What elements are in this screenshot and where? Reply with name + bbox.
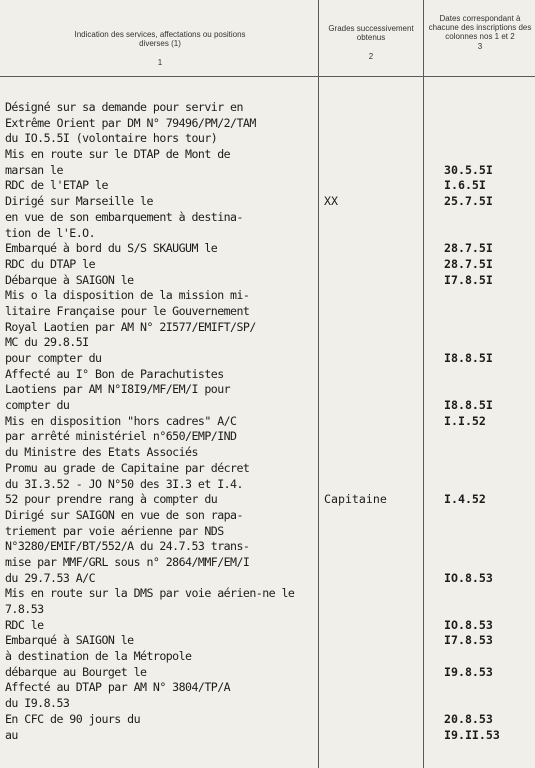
record-row xyxy=(0,304,535,320)
record-row xyxy=(0,241,535,257)
column-header-grades xyxy=(328,24,414,61)
entry-text: du IO.5.5I (volontaire hors tour) xyxy=(5,131,218,146)
entry-date: I8.8.5I xyxy=(444,398,493,413)
record-row xyxy=(0,257,535,273)
entry-text: En CFC de 90 jours du xyxy=(5,711,141,726)
entry-date: I9.8.53 xyxy=(444,664,493,679)
entry-date: I8.8.5I xyxy=(444,351,493,365)
record-row xyxy=(0,524,535,540)
entry-text: par arrêté ministériel n°650/EMP/IND xyxy=(5,429,237,444)
record-row xyxy=(0,226,535,242)
entry-text: Débarque à SAIGON le xyxy=(5,272,134,287)
entry-text: Embarqué à SAIGON le xyxy=(5,633,134,648)
entry-text: Mis o la disposition de la mission mi- xyxy=(5,288,250,303)
entry-text: Mis en disposition "hors cadres" A/C xyxy=(5,413,237,428)
entry-date: 20.8.53 xyxy=(444,711,493,726)
entry-date: 30.5.5I xyxy=(444,162,493,177)
record-row xyxy=(0,618,535,634)
entry-date: I9.II.53 xyxy=(444,727,500,742)
record-row xyxy=(0,414,535,430)
column-header-grades-title: Grades successivement obtenus xyxy=(328,24,414,42)
record-row xyxy=(0,539,535,555)
record-row xyxy=(0,273,535,289)
entry-text: RDC le xyxy=(5,617,44,632)
record-row xyxy=(0,492,535,508)
record-row xyxy=(0,680,535,696)
record-row xyxy=(0,555,535,571)
entry-text: triement par voie aérienne par NDS xyxy=(5,523,224,538)
record-row xyxy=(0,728,535,744)
entry-date: 28.7.5I xyxy=(444,241,493,256)
record-row xyxy=(0,633,535,649)
entry-text: en vue de son embarquement à destina- xyxy=(5,209,243,224)
entry-text: mise par MMF/GRL sous n° 2864/MMF/EM/I xyxy=(5,554,250,569)
entry-date: I.I.52 xyxy=(444,413,486,428)
entry-text: Royal Laotien par AM N° 2I577/EMIFT/SP/ xyxy=(5,319,256,334)
record-row xyxy=(0,429,535,445)
column-header-services-title: Indication des services, affectations ou positions diverses (1) xyxy=(74,30,246,48)
entry-text: 52 pour prendre rang à compter du xyxy=(5,492,218,507)
record-row xyxy=(0,335,535,351)
record-row xyxy=(0,602,535,618)
record-row xyxy=(0,477,535,493)
entry-text: 7.8.53 xyxy=(5,602,44,616)
record-row xyxy=(0,210,535,226)
record-row xyxy=(0,445,535,461)
entry-date: I7.8.53 xyxy=(444,633,493,648)
entry-text: RDC du DTAP le xyxy=(5,256,96,271)
entry-text: Mis en route sur le DTAP de Mont de xyxy=(5,147,231,162)
entry-grade: XX xyxy=(324,194,338,209)
record-row xyxy=(0,696,535,712)
entry-text: marsan le xyxy=(5,162,63,177)
entry-text: Promu au grade de Capitaine par décret xyxy=(5,460,250,475)
record-row xyxy=(0,178,535,194)
record-row xyxy=(0,382,535,398)
entry-text: RDC de l'ETAP le xyxy=(5,178,108,193)
record-row xyxy=(0,163,535,179)
entry-date: I.6.5I xyxy=(444,178,486,193)
entry-text: Extrême Orient par DM N° 79496/PM/2/TAM xyxy=(5,115,256,130)
column-header-dates-title: Dates correspondant à chacune des inscriptions des colonnes nos 1 et 2 xyxy=(428,14,532,41)
column-number-3: 3 xyxy=(477,42,483,51)
record-row xyxy=(0,665,535,681)
entry-text: Laotiens par AM N°I8I9/MF/EM/I pour xyxy=(5,382,231,397)
entry-text: N°3280/EMIF/BT/552/A du 24.7.53 trans- xyxy=(5,539,250,554)
header-bottom-rule xyxy=(0,76,535,77)
record-row xyxy=(0,586,535,602)
entry-text: Mis en route sur la DMS par voie aérien-ne le xyxy=(5,586,295,601)
entry-text: du Ministre des Etats Associés xyxy=(5,445,198,460)
entry-text: Embarqué à bord du S/S SKAUGUM le xyxy=(5,241,218,256)
entry-text: du 29.7.53 A/C xyxy=(5,570,96,585)
entry-text: MC du 29.8.5I xyxy=(5,335,89,350)
entry-grade: Capitaine xyxy=(324,492,387,507)
record-row xyxy=(0,461,535,477)
column-number-2: 2 xyxy=(368,52,374,61)
entry-text: pour compter du xyxy=(5,351,102,365)
entry-date: 25.7.5I xyxy=(444,194,493,209)
record-row xyxy=(0,147,535,163)
entry-date: IO.8.53 xyxy=(444,617,493,632)
column-number-1: 1 xyxy=(157,58,163,67)
record-row xyxy=(0,116,535,132)
record-row xyxy=(0,712,535,728)
record-row xyxy=(0,571,535,587)
entry-text: tion de l'E.O. xyxy=(5,225,96,240)
record-row xyxy=(0,649,535,665)
record-row xyxy=(0,367,535,383)
record-row xyxy=(0,131,535,147)
record-row xyxy=(0,288,535,304)
entry-date: 28.7.5I xyxy=(444,256,493,271)
record-row xyxy=(0,351,535,367)
record-row xyxy=(0,100,535,116)
entry-text: Affecté au DTAP par AM N° 3804/TP/A xyxy=(5,680,231,695)
record-entries xyxy=(0,100,535,743)
entry-text: à destination de la Métropole xyxy=(5,649,192,664)
entry-text: au xyxy=(5,727,18,742)
entry-text: compter du xyxy=(5,398,70,413)
record-row xyxy=(0,320,535,336)
entry-text: Dirigé sur SAIGON en vue de son rapa- xyxy=(5,507,243,522)
entry-text: Affecté au I° Bon de Parachutistes xyxy=(5,366,224,381)
record-row xyxy=(0,508,535,524)
entry-text: débarque au Bourget le xyxy=(5,664,147,679)
entry-text: Désigné sur sa demande pour servir en xyxy=(5,100,243,114)
entry-text: du 3I.3.52 - JO N°50 des 3I.3 et I.4. xyxy=(5,476,243,491)
entry-date: I7.8.5I xyxy=(444,272,493,287)
entry-text: litaire Française pour le Gouvernement xyxy=(5,303,250,318)
column-header-services xyxy=(60,30,260,67)
entry-date: IO.8.53 xyxy=(444,570,493,585)
entry-text: du I9.8.53 xyxy=(5,696,70,711)
record-row xyxy=(0,398,535,414)
column-header-dates xyxy=(426,14,534,51)
record-row xyxy=(0,194,535,210)
entry-text: Dirigé sur Marseille le xyxy=(5,194,153,209)
entry-date: I.4.52 xyxy=(444,492,486,507)
